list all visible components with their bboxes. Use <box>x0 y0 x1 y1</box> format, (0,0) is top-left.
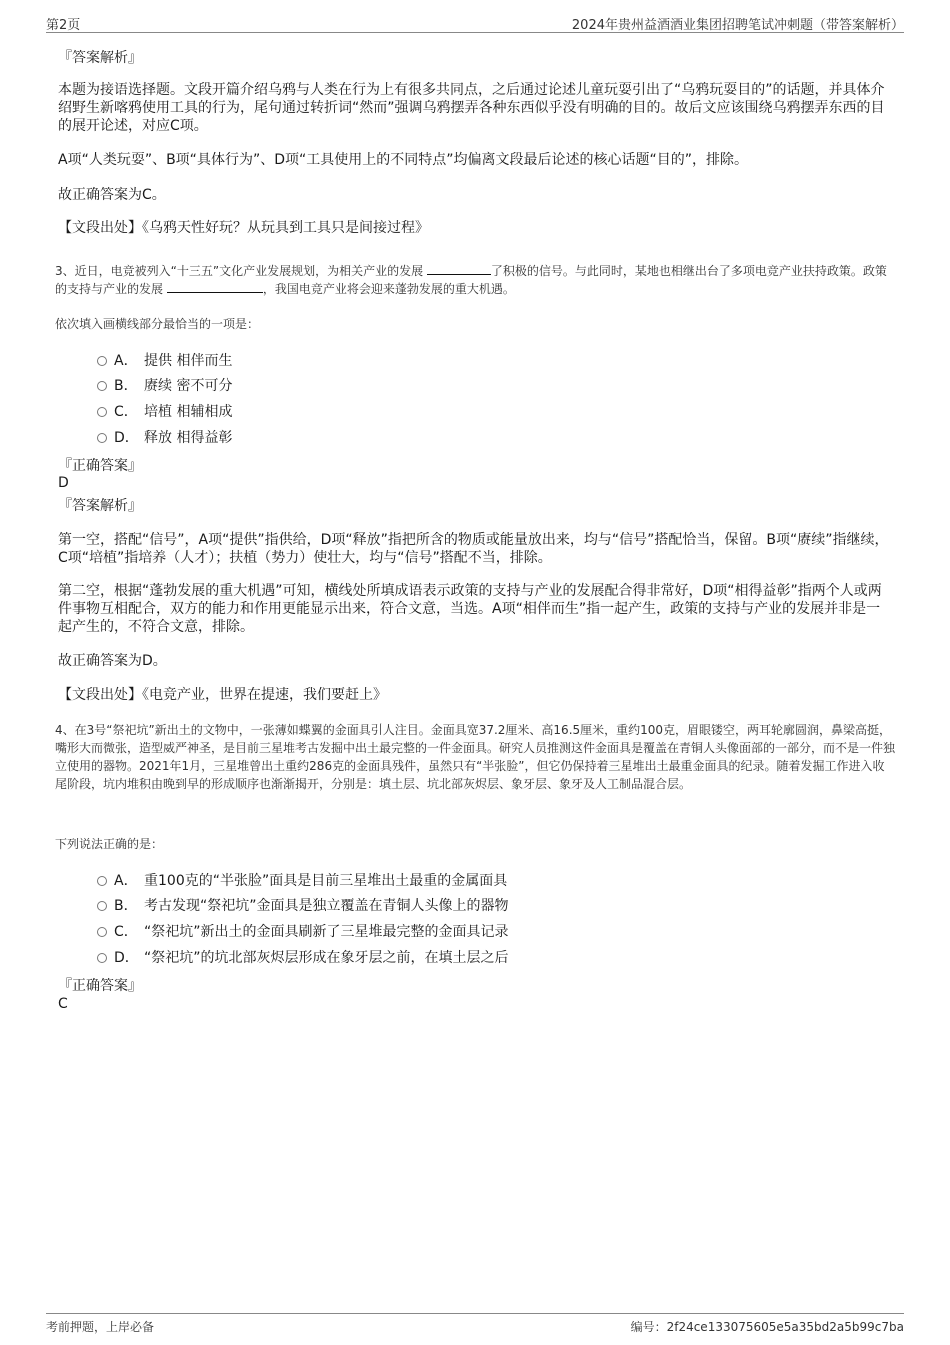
q4-option-b[interactable]: B． 考古发现“祭祀坑”金面具是独立覆盖在青铜人头像上的器物 <box>97 897 509 915</box>
q3-conclusion: 故正确答案为D。 <box>58 653 167 669</box>
radio-icon[interactable] <box>97 876 107 886</box>
q3-stem-part3: ，我国电竞产业将会迎来蓬勃发展的重大机遇。 <box>262 282 515 296</box>
q4-answer: C <box>58 996 68 1012</box>
q3-analysis-label: 『答案解析』 <box>58 498 142 514</box>
q2-analysis-label: 『答案解析』 <box>58 50 142 66</box>
q3-option-c[interactable]: C． 培植 相辅相成 <box>97 403 232 421</box>
q2-analysis-text: 本题为接语选择题。文段开篇介绍乌鸦与人类在行为上有很多共同点，之后通过论述儿童玩耍引出了“乌鸦玩耍目的”的话题，并具体介绍野生新喀鸦使用工具的行为，尾句通过转折词“然而”强调乌鸦摆弄各种东西似乎没有明确的目的。故后文应该围绕乌鸦摆弄东西的目的展开论述，对应C项。 <box>58 82 885 134</box>
footer-code-value: 2f24ce133075605e5a35bd2a5b99c7ba <box>666 1320 904 1334</box>
radio-icon[interactable] <box>97 901 107 911</box>
q2-source-text: 《乌鸦天性好玩？从玩具到工具只是间接过程》 <box>142 220 429 236</box>
radio-icon[interactable] <box>97 407 107 417</box>
q3-stem-part2: 了积极的信号。与此同时，某地也相继出台了多项电竞产业扶持政策。政策的支持与产业的发展 <box>55 264 887 296</box>
q3-answer: D <box>58 475 69 491</box>
q4-stem: 4、在3号“祭祀坑”新出土的文物中，一张薄如蝶翼的金面具引人注目。金面具宽37.2厘米、高16.5厘米，重约100克，眉眼镂空，两耳轮廓圆润，鼻梁高挺，嘴形大而微张，造型威严神圣，是目前三星堆考古发掘中出土最完整的一件金面具。研究人员推测这件金面具是覆盖在青铜人头像面部的一部分，而不是一件独立使用的器物。2021年1月，三星堆曾出土重约286克的金面具残件，虽然只有“半张脸”，但它仍保持着三星堆出土最重金面具的纪录。随着发掘工作进入收尾阶段，坑内堆积由晚到早的形成顺序也渐渐揭开，分别是：填土层、坑北部灰烬层、象牙层、象牙及人工制品混合层。 <box>55 723 896 791</box>
radio-icon[interactable] <box>97 953 107 963</box>
q3-stem <box>55 262 895 298</box>
q3-option-d[interactable]: D． 释放 相得益彰 <box>97 429 232 447</box>
q3-stem-part1: 3、近日，电竞被列入“十三五”文化产业发展规划，为相关产业的发展 <box>55 264 424 278</box>
q4-instruction: 下列说法正确的是： <box>55 837 164 851</box>
q3-analysis-p1: 第一空，搭配“信号”，A项“提供”指供给，D项“释放”指把所含的物质或能量放出来，均与“信号”搭配恰当，保留。B项“赓续”指继续，C项“培植”指培养（人才）；扶植（势力）使壮大，均与“信号”搭配不当，排除。 <box>58 532 889 566</box>
q3-source-label: 【文段出处】 <box>58 687 142 703</box>
page-footer <box>46 1313 904 1338</box>
q4-option-a[interactable]: A． 重100克的“半张脸”面具是目前三星堆出土最重的金属面具 <box>97 872 507 890</box>
q3-analysis-p2: 第二空，根据“蓬勃发展的重大机遇”可知，横线处所填成语表示政策的支持与产业的发展配合得非常好，D项“相得益彰”指两个人或两件事物互相配合，双方的能力和作用更能显示出来，符合文意，当选。A项“相伴而生”指一起产生，政策的支持与产业的发展并非是一起产生的，不符合文意，排除。 <box>58 583 882 635</box>
radio-icon[interactable] <box>97 927 107 937</box>
page-number: 第2页 <box>46 18 81 33</box>
footer-code-label: 编号： <box>630 1320 667 1334</box>
q3-blank-2 <box>167 280 263 293</box>
q3-blank-1 <box>427 262 491 275</box>
radio-icon[interactable] <box>97 356 107 366</box>
q3-source <box>58 686 893 704</box>
document-title: 2024年贵州益酒酒业集团招聘笔试冲刺题（带答案解析） <box>571 18 904 33</box>
footer-code <box>631 1318 904 1335</box>
q3-option-a[interactable]: A． 提供 相伴而生 <box>97 352 232 370</box>
q4-option-d[interactable]: D． “祭祀坑”的坑北部灰烬层形成在象牙层之前，在填土层之后 <box>97 949 509 967</box>
page-header <box>46 12 904 33</box>
q2-exclusion-text: A项“人类玩耍”、B项“具体行为”、D项“工具使用上的不同特点”均偏离文段最后论述的核心话题“目的”，排除。 <box>58 152 748 168</box>
q2-conclusion: 故正确答案为C。 <box>58 187 166 203</box>
radio-icon[interactable] <box>97 433 107 443</box>
q2-source <box>58 219 893 237</box>
q3-option-b[interactable]: B． 赓续 密不可分 <box>97 377 232 395</box>
footer-motto: 考前押题，上岸必备 <box>46 1320 155 1334</box>
q2-source-label: 【文段出处】 <box>58 220 142 236</box>
q4-option-c[interactable]: C． “祭祀坑”新出土的金面具刷新了三星堆最完整的金面具记录 <box>97 923 509 941</box>
q3-answer-label: 『正确答案』 <box>58 458 142 474</box>
radio-icon[interactable] <box>97 381 107 391</box>
q4-answer-label: 『正确答案』 <box>58 978 142 994</box>
q3-instruction: 依次填入画横线部分最恰当的一项是： <box>55 317 260 331</box>
q3-source-text: 《电竞产业，世界在提速，我们要赶上》 <box>142 687 387 703</box>
